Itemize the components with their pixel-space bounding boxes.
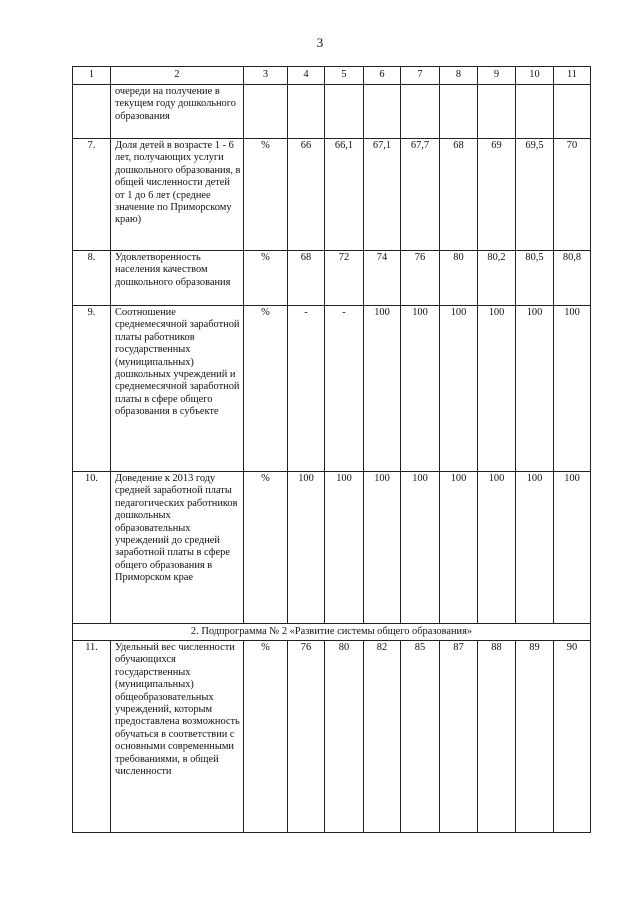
row-number: 7. bbox=[73, 139, 111, 251]
column-header: 5 bbox=[325, 67, 364, 85]
value-cell: 85 bbox=[401, 641, 440, 833]
column-header: 8 bbox=[440, 67, 478, 85]
value-cell: 88 bbox=[478, 641, 516, 833]
value-cell bbox=[288, 85, 325, 139]
value-cell bbox=[401, 85, 440, 139]
column-header: 7 bbox=[401, 67, 440, 85]
table-header-row bbox=[73, 67, 591, 85]
indicator-name: Доля детей в возрасте 1 - 6 лет, получающих услуги дошкольного образования, в общей численности детей от 1 до 6 лет (среднее значение по Приморскому краю) bbox=[111, 139, 244, 251]
value-cell: 100 bbox=[288, 472, 325, 624]
value-cell: 100 bbox=[440, 306, 478, 472]
value-cell: 100 bbox=[325, 472, 364, 624]
value-cell: 100 bbox=[516, 306, 554, 472]
indicator-name: Удовлетворенность населения качеством дошкольного образования bbox=[111, 251, 244, 306]
value-cell: 66,1 bbox=[325, 139, 364, 251]
column-header: 4 bbox=[288, 67, 325, 85]
table-row bbox=[73, 139, 591, 251]
value-cell: 100 bbox=[440, 472, 478, 624]
value-cell: 80 bbox=[440, 251, 478, 306]
value-cell: 100 bbox=[401, 472, 440, 624]
value-cell: 67,1 bbox=[364, 139, 401, 251]
value-cell: 66 bbox=[288, 139, 325, 251]
value-cell bbox=[364, 85, 401, 139]
value-cell: 89 bbox=[516, 641, 554, 833]
value-cell: 69,5 bbox=[516, 139, 554, 251]
value-cell: 100 bbox=[554, 306, 591, 472]
row-number: 11. bbox=[73, 641, 111, 833]
value-cell: - bbox=[325, 306, 364, 472]
subprogram-section-row bbox=[73, 624, 591, 641]
value-cell: 80,5 bbox=[516, 251, 554, 306]
unit-cell bbox=[244, 85, 288, 139]
unit-cell: % bbox=[244, 139, 288, 251]
value-cell bbox=[325, 85, 364, 139]
value-cell: 67,7 bbox=[401, 139, 440, 251]
value-cell: 70 bbox=[554, 139, 591, 251]
column-header: 9 bbox=[478, 67, 516, 85]
value-cell: 100 bbox=[516, 472, 554, 624]
unit-cell: % bbox=[244, 641, 288, 833]
value-cell: - bbox=[288, 306, 325, 472]
value-cell: 72 bbox=[325, 251, 364, 306]
value-cell: 90 bbox=[554, 641, 591, 833]
subprogram-title: 2. Подпрограмма № 2 «Развитие системы общего образования» bbox=[73, 624, 591, 641]
value-cell: 100 bbox=[478, 306, 516, 472]
unit-cell: % bbox=[244, 306, 288, 472]
column-header: 11 bbox=[554, 67, 591, 85]
value-cell: 100 bbox=[364, 306, 401, 472]
table-row bbox=[73, 306, 591, 472]
table-row bbox=[73, 472, 591, 624]
page-number: 3 bbox=[316, 35, 324, 50]
value-cell: 76 bbox=[288, 641, 325, 833]
column-header: 3 bbox=[244, 67, 288, 85]
column-header: 6 bbox=[364, 67, 401, 85]
indicator-name: Доведение к 2013 году средней заработной платы педагогических работников дошкольных образовательных учреждений до средней заработной платы в сфере общего образования в Приморском крае bbox=[111, 472, 244, 624]
table-row bbox=[73, 251, 591, 306]
unit-cell: % bbox=[244, 251, 288, 306]
value-cell: 68 bbox=[288, 251, 325, 306]
value-cell: 100 bbox=[401, 306, 440, 472]
value-cell: 68 bbox=[440, 139, 478, 251]
value-cell: 82 bbox=[364, 641, 401, 833]
column-header: 10 bbox=[516, 67, 554, 85]
table-row bbox=[73, 85, 591, 139]
value-cell bbox=[516, 85, 554, 139]
value-cell: 100 bbox=[554, 472, 591, 624]
value-cell: 76 bbox=[401, 251, 440, 306]
column-header: 1 bbox=[73, 67, 111, 85]
value-cell: 100 bbox=[364, 472, 401, 624]
value-cell bbox=[440, 85, 478, 139]
row-number: 8. bbox=[73, 251, 111, 306]
indicator-name: очереди на получение в текущем году дошкольного образования bbox=[111, 85, 244, 139]
value-cell: 80,8 bbox=[554, 251, 591, 306]
value-cell: 80 bbox=[325, 641, 364, 833]
value-cell bbox=[478, 85, 516, 139]
row-number: 9. bbox=[73, 306, 111, 472]
value-cell bbox=[554, 85, 591, 139]
value-cell: 74 bbox=[364, 251, 401, 306]
value-cell: 87 bbox=[440, 641, 478, 833]
table-row bbox=[73, 641, 591, 833]
unit-cell: % bbox=[244, 472, 288, 624]
value-cell: 100 bbox=[478, 472, 516, 624]
indicator-name: Соотношение среднемесячной заработной платы работников государственных (муниципальных) дошкольных учреждений и среднемесячной заработной платы в сфере общего образования в субъекте bbox=[111, 306, 244, 472]
value-cell: 80,2 bbox=[478, 251, 516, 306]
indicator-name: Удельный вес численности обучающихся государственных (муниципальных) общеобразовательных учреждений, которым предоставлена возможность обучаться в соответствии с основными современными требованиями, в общей численности bbox=[111, 641, 244, 833]
column-header: 2 bbox=[111, 67, 244, 85]
row-number bbox=[73, 85, 111, 139]
value-cell: 69 bbox=[478, 139, 516, 251]
row-number: 10. bbox=[73, 472, 111, 624]
indicators-table bbox=[72, 66, 591, 833]
